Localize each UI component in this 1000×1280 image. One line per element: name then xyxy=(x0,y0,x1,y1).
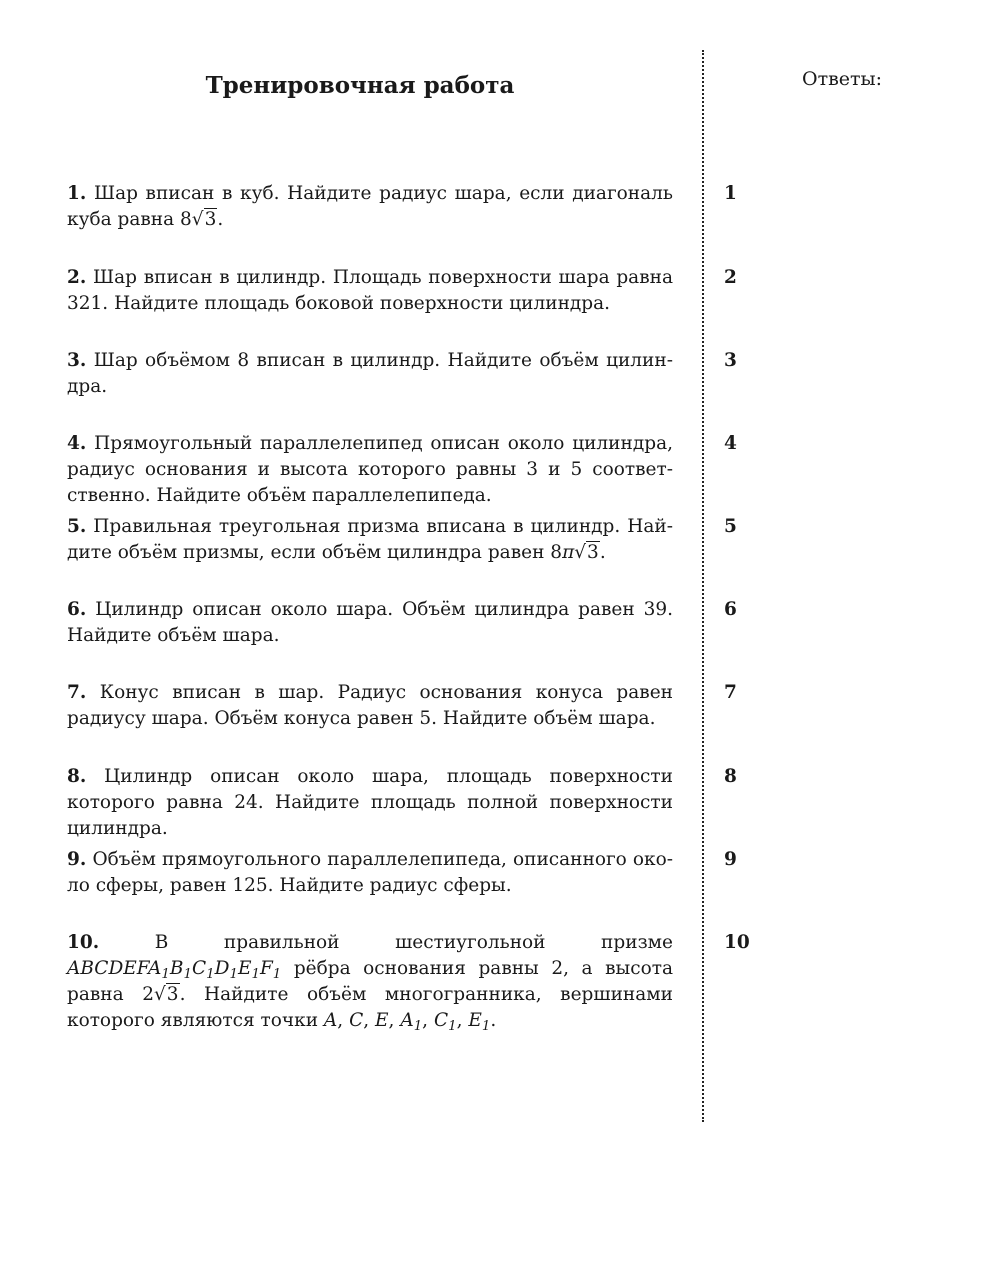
answer-slot-1: 1 xyxy=(724,183,737,204)
problem-4: 4. Прямоугольный параллелепипед описан около цилиндра, радиус основания и высота которого равны 3 и 5 соответственно. Найдите объём параллелепипеда. xyxy=(67,433,673,506)
problem-number: 10. xyxy=(67,932,100,953)
problem-2: 2. Шар вписан в цилиндр. Площадь поверхности шара равна 321. Найдите площадь боковой поверхности цилиндра. xyxy=(67,267,673,314)
problem-number: 5. xyxy=(67,516,87,537)
point-a1: $A_1$ xyxy=(400,1010,423,1034)
answer-slot-9: 9 xyxy=(724,849,737,870)
point-e: E xyxy=(375,1010,389,1031)
problem-8: 8. Цилиндр описан около шара, площадь поверхности которого равна 24. Найдите площадь полной поверхности цилиндра. xyxy=(67,766,673,839)
answer-slot-4: 4 xyxy=(724,433,737,454)
page-title: Тренировочная работа xyxy=(205,72,515,99)
problem-number: 3. xyxy=(67,350,87,371)
sqrt-icon: √ xyxy=(191,209,204,230)
sqrt-expression: √3 xyxy=(574,542,599,563)
problem-6: 6. Цилиндр описан около шара. Объём цилиндра равен 39. Найдите объём шара. xyxy=(67,599,673,646)
point-c1: $C_1$ xyxy=(433,1010,457,1034)
sqrt-expression: √3 xyxy=(153,984,179,1005)
problem-number: 7. xyxy=(67,682,87,703)
problem-number: 1. xyxy=(67,183,87,204)
problem-1: 1. Шар вписан в куб. Найдите радиус шара, если диагональ куба равна 8√3. xyxy=(67,183,673,230)
sqrt-icon: √ xyxy=(153,984,166,1005)
problem-10: 10. В правильной шестиугольной призме $ABCDEFA_1B_1C_1D_1E_1F_1$ рёбра основания равны 2, а высота равна 2√3. Найдите объём многогранника, вершинами которого являются точки A, C, E, $A_1$, $C_1$, $E_1$. xyxy=(67,932,673,1034)
problem-5: 5. Правильная треугольная призма вписана в цилиндр. Найдите объём призмы, если объём цилиндра равен 8π√3. xyxy=(67,516,673,563)
answer-slot-7: 7 xyxy=(724,682,737,703)
problem-7: 7. Конус вписан в шар. Радиус основания конуса равен радиусу шара. Объём конуса равен 5. Найдите объём шара. xyxy=(67,682,674,729)
problem-number: 8. xyxy=(67,766,87,787)
point-e1: $E_1$ xyxy=(468,1010,491,1034)
problem-9: 9. Объём прямоугольного параллелепипеда, описанного около сферы, равен 125. Найдите радиус сферы. xyxy=(67,849,673,896)
problem-number: 2. xyxy=(67,267,87,288)
problem-number: 9. xyxy=(67,849,87,870)
problem-number: 4. xyxy=(67,433,87,454)
point-c: C xyxy=(349,1010,364,1031)
answers-column-label: Ответы: xyxy=(802,68,883,90)
answer-slot-5: 5 xyxy=(724,516,737,537)
answer-slot-8: 8 xyxy=(724,766,737,787)
problem-3: 3. Шар объёмом 8 вписан в цилиндр. Найдите объём цилиндра. xyxy=(67,350,673,397)
answer-slot-6: 6 xyxy=(724,599,737,620)
sqrt-icon: √ xyxy=(574,542,587,563)
prism-name: $ABCDEFA_1B_1C_1D_1E_1F_1$ xyxy=(67,958,282,982)
problem-number: 6. xyxy=(67,599,87,620)
sqrt-expression: √3 xyxy=(191,209,217,230)
answer-slot-3: 3 xyxy=(724,350,737,371)
answer-slot-10: 10 xyxy=(724,932,750,953)
point-a: A xyxy=(323,1010,338,1031)
answer-slot-2: 2 xyxy=(724,267,737,288)
dotted-divider xyxy=(702,50,704,1122)
